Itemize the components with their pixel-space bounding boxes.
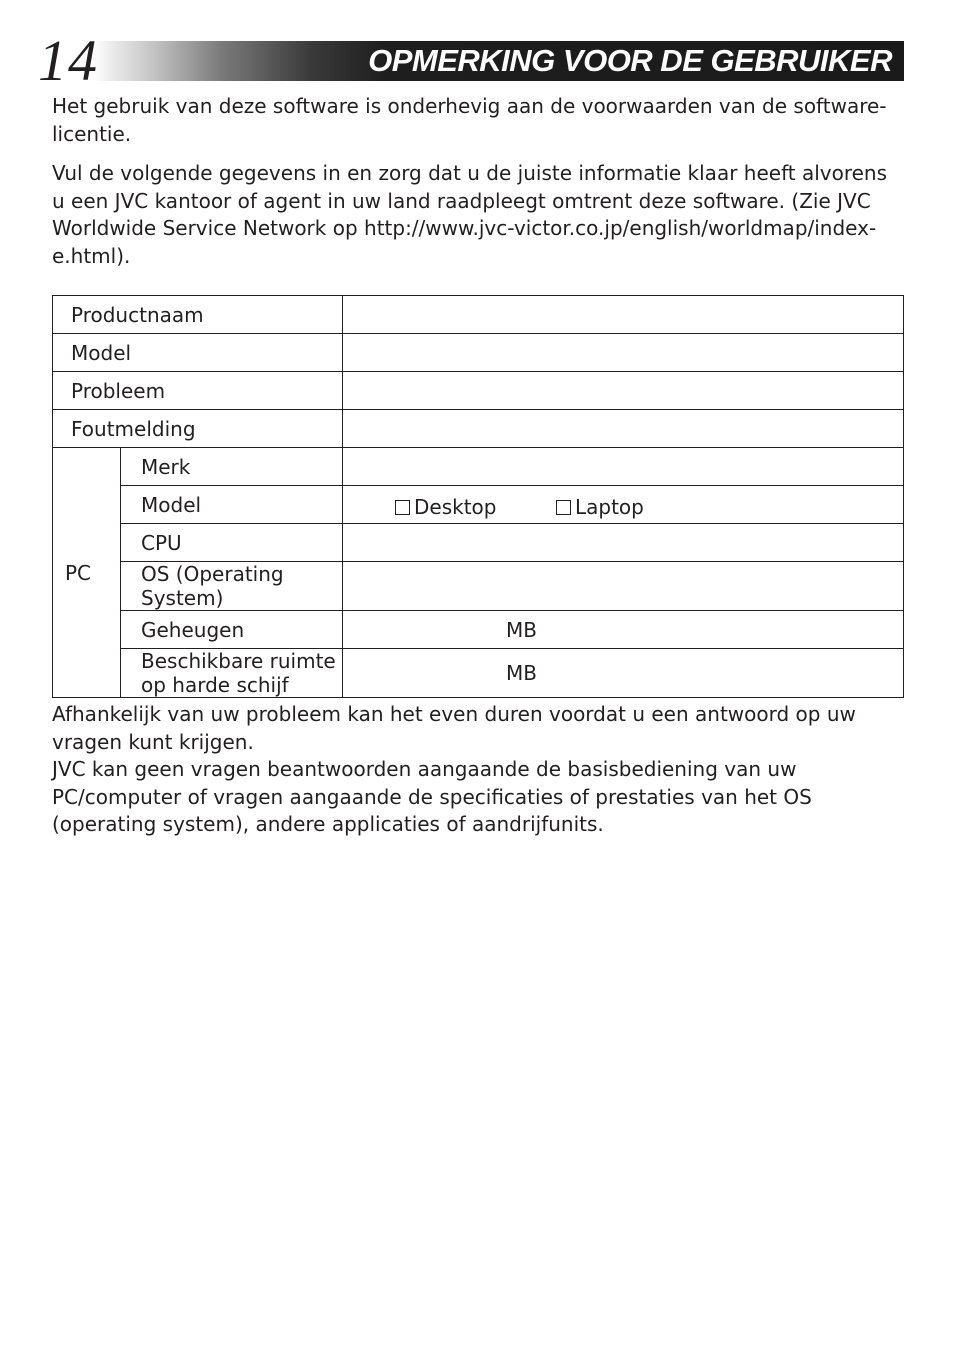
title-bar	[92, 41, 904, 81]
form-value-field[interactable]	[343, 334, 904, 372]
form-value-field[interactable]	[343, 562, 904, 611]
memory-value-field[interactable]: MB	[343, 611, 904, 649]
form-label: Foutmelding	[53, 410, 343, 448]
footer-paragraph-support-scope: JVC kan geen vragen beantwoorden aangaande de basisbediening van uw PC/computer of vragen aangaande de specificaties of prestaties van het OS (operating system), andere applicaties of aandrijfunits.	[52, 757, 812, 836]
pc-model-options	[343, 486, 904, 524]
desktop-option[interactable]	[395, 495, 496, 519]
form-value-field[interactable]	[343, 296, 904, 334]
form-row-pc-disk	[53, 649, 904, 698]
page-number: 14	[38, 28, 98, 93]
form-label: CPU	[121, 524, 343, 562]
form-value-field[interactable]	[343, 524, 904, 562]
form-row-probleem	[53, 372, 904, 410]
intro-paragraph-contact: Vul de volgende gegevens in en zorg dat u de juiste informatie klaar heeft alvorens u een JVC kantoor of agent in uw land raadpleegt omtrent deze software. (Zie JVC Worldwide Service Network op http://www.jvc-victor.co.jp/english/worldmap/index-e.html).	[52, 161, 888, 268]
form-row-pc-model	[53, 486, 904, 524]
form-row-pc-os	[53, 562, 904, 611]
form-label: Merk	[121, 448, 343, 486]
form-row-pc-cpu	[53, 524, 904, 562]
laptop-label: Laptop	[575, 495, 644, 519]
form-label: Geheugen	[121, 611, 343, 649]
form-value-field[interactable]	[343, 372, 904, 410]
form-row-productnaam	[53, 296, 904, 334]
intro-paragraph-license: Het gebruik van deze software is onderhevig aan de voorwaarden van de software-licentie.	[52, 94, 887, 146]
laptop-checkbox[interactable]	[556, 500, 571, 515]
form-label: Beschikbare ruimte op harde schijf	[121, 649, 343, 698]
form-label: Model	[121, 486, 343, 524]
disk-value-field[interactable]: MB	[343, 649, 904, 698]
form-value-field[interactable]	[343, 410, 904, 448]
page-title: OPMERKING VOOR DE GEBRUIKER	[368, 43, 892, 78]
footer-paragraph-response-time: Afhankelijk van uw probleem kan het even duren voordat u een antwoord op uw vragen kunt krijgen.	[52, 702, 856, 754]
laptop-option[interactable]	[556, 495, 644, 519]
desktop-label: Desktop	[414, 495, 497, 519]
form-row-pc-geheugen	[53, 611, 904, 649]
form-value-field[interactable]	[343, 448, 904, 486]
form-label: Model	[53, 334, 343, 372]
form-label: Productnaam	[53, 296, 343, 334]
pc-group-label: PC	[53, 448, 121, 698]
form-label: OS (Operating System)	[121, 562, 343, 611]
form-row-model	[53, 334, 904, 372]
form-row-foutmelding	[53, 410, 904, 448]
page-header	[0, 30, 954, 92]
desktop-checkbox[interactable]	[395, 500, 410, 515]
form-label: Probleem	[53, 372, 343, 410]
form-row-pc-merk	[53, 448, 904, 486]
user-info-form	[52, 295, 904, 698]
